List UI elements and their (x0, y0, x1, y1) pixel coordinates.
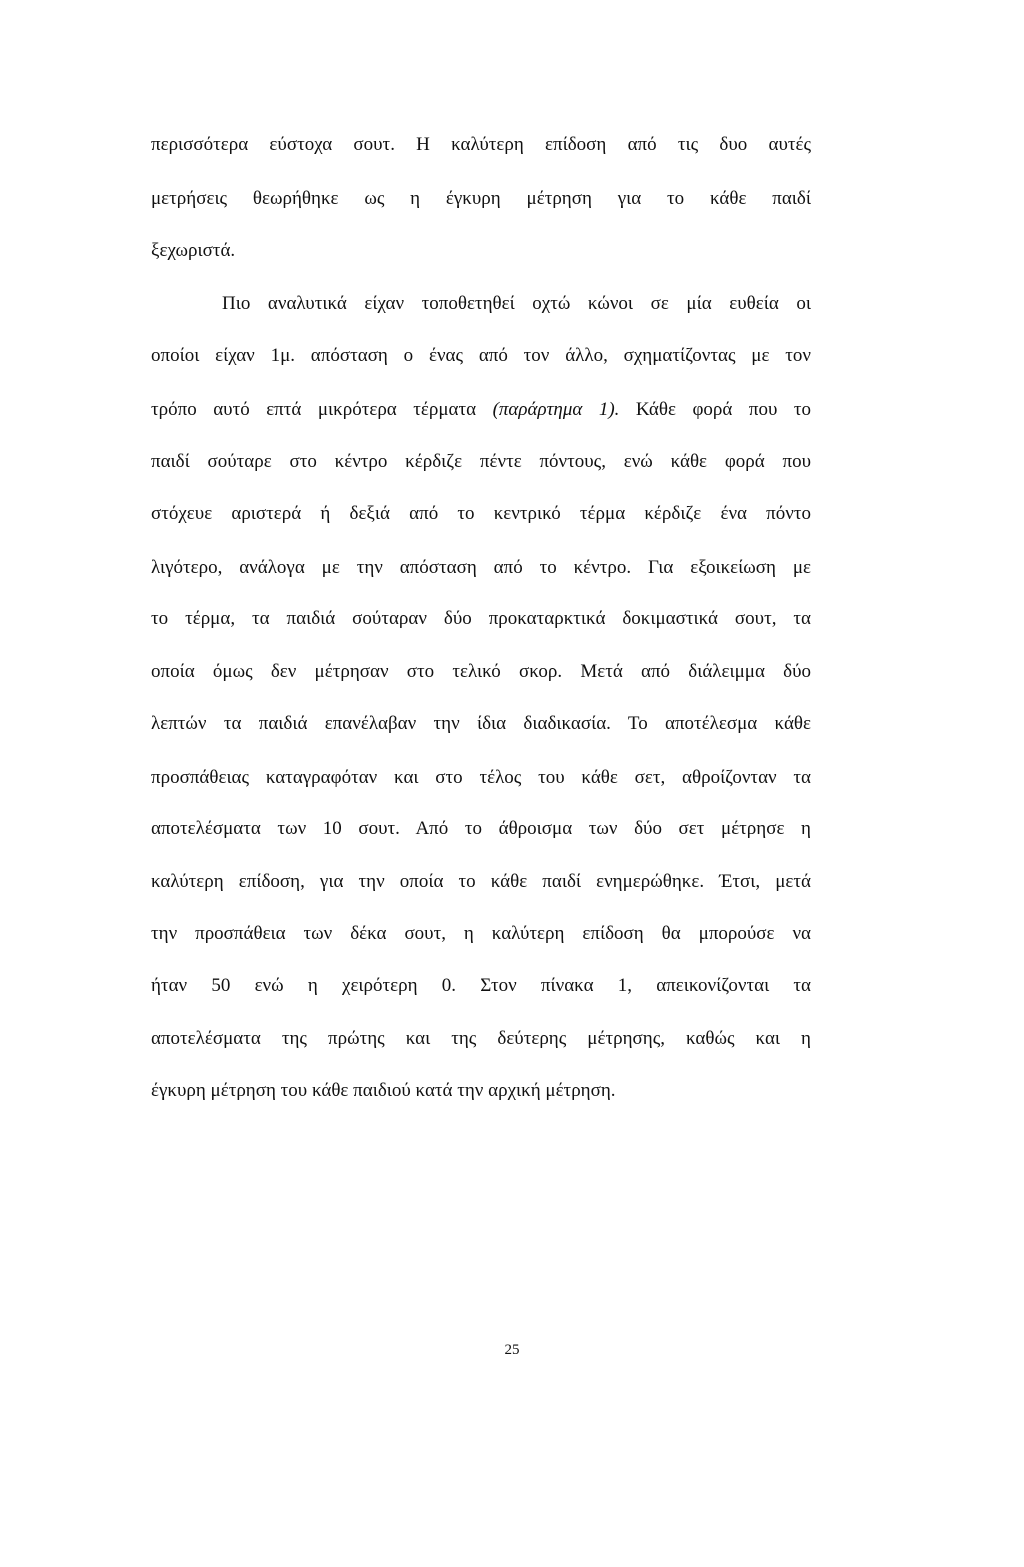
text-line: την προσπάθεια των δέκα σουτ, η καλύτερη επίδοση θα μπορούσε να (151, 923, 811, 944)
text-segment: Κάθε φορά που το (619, 399, 811, 420)
text-line: οποία όμως δεν μέτρησαν στο τελικό σκορ. Μετά από διάλειμμα δύο (151, 661, 811, 682)
text-segment: τρόπο αυτό επτά μικρότερα τέρματα (151, 399, 493, 420)
text-line: λιγότερο, ανάλογα με την απόσταση από το κέντρο. Για εξοικείωση με (151, 557, 811, 578)
text-line: περισσότερα εύστοχα σουτ. Η καλύτερη επίδοση από τις δυο αυτές (151, 134, 811, 155)
text-line: το τέρμα, τα παιδιά σούταραν δύο προκαταρκτικά δοκιμαστικά σουτ, τα (151, 608, 811, 629)
text-line: λεπτών τα παιδιά επανέλαβαν την ίδια διαδικασία. Το αποτέλεσμα κάθε (151, 713, 811, 734)
text-line: καλύτερη επίδοση, για την οποία το κάθε παιδί ενημερώθηκε. Έτσι, μετά (151, 871, 811, 892)
text-line: Πιο αναλυτικά είχαν τοποθετηθεί οχτώ κώνοι σε μία ευθεία οι (222, 293, 811, 314)
text-line: παιδί σούταρε στο κέντρο κέρδιζε πέντε πόντους, ενώ κάθε φορά που (151, 451, 811, 472)
page-number: 25 (504, 1342, 520, 1358)
text-line: στόχευε αριστερά ή δεξιά από το κεντρικό τέρμα κέρδιζε ένα πόντο (151, 503, 811, 524)
appendix-reference: (παράρτημα 1). (492, 399, 620, 420)
text-line: οποίοι είχαν 1μ. απόσταση ο ένας από τον άλλο, σχηματίζοντας με τον (151, 345, 811, 366)
text-line: προσπάθειας καταγραφόταν και στο τέλος του κάθε σετ, αθροίζονταν τα (151, 767, 811, 788)
text-line: ξεχωριστά. (151, 240, 236, 261)
text-line: μετρήσεις θεωρήθηκε ως η έγκυρη μέτρηση για το κάθε παιδί (151, 188, 811, 209)
text-line: αποτελέσματα των 10 σουτ. Από το άθροισμα των δύο σετ μέτρησε η (151, 818, 811, 839)
text-line: έγκυρη μέτρηση του κάθε παιδιού κατά την αρχική μέτρηση. (151, 1080, 616, 1101)
text-line (151, 398, 811, 422)
text-line: ήταν 50 ενώ η χειρότερη 0. Στον πίνακα 1, απεικονίζονται τα (151, 975, 811, 996)
text-line: αποτελέσματα της πρώτης και της δεύτερης μέτρησης, καθώς και η (151, 1028, 811, 1049)
